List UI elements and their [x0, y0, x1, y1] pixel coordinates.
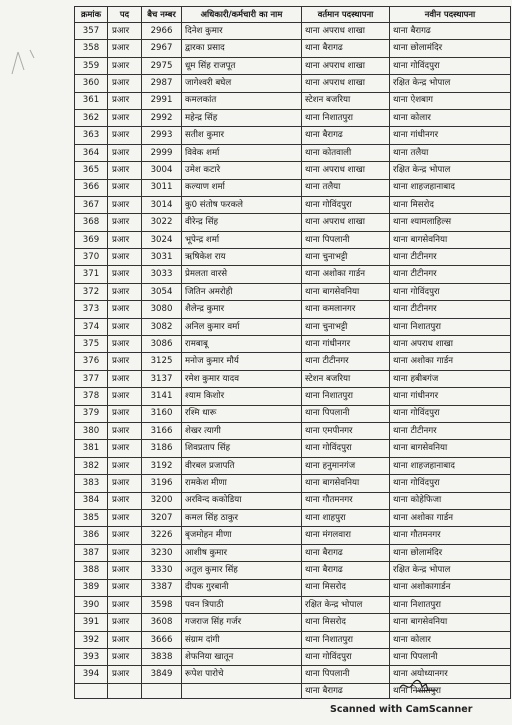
cell-new-posting: थाना शाहजहानाबाद: [390, 179, 511, 196]
cell-serial: 371: [75, 266, 108, 283]
cell-serial: 364: [75, 144, 108, 161]
cell-current-posting: थाना गोविंदपुरा: [302, 196, 390, 213]
cell-new-posting: थाना निशातपुरा: [390, 683, 511, 698]
cell-name: द्वारका प्रसाद: [182, 40, 302, 57]
cell-serial: 375: [75, 336, 108, 353]
table-row: [75, 179, 511, 196]
cell-serial: 385: [75, 509, 108, 526]
table-row: [75, 405, 511, 422]
cell-serial: 381: [75, 440, 108, 457]
cell-new-posting: थाना कोहेफिजा: [390, 492, 511, 509]
cell-current-posting: थाना चुनाभट्टी: [302, 249, 390, 266]
cell-name: शेखर त्यागी: [182, 422, 302, 439]
cell-post: प्रआर: [108, 596, 142, 613]
cell-post: [108, 683, 142, 698]
cell-current-posting: थाना बैरागढ: [302, 683, 390, 698]
cell-serial: 362: [75, 109, 108, 126]
cell-post: प्रआर: [108, 109, 142, 126]
cell-name: अनिल कुमार वर्मा: [182, 318, 302, 335]
cell-badge: 3004: [142, 162, 182, 179]
table-row: [75, 666, 511, 683]
cell-new-posting: थाना निशातपुरा: [390, 318, 511, 335]
cell-current-posting: थाना निशातपुरा: [302, 109, 390, 126]
cell-current-posting: थाना अपराध शाखा: [302, 23, 390, 40]
cell-current-posting: थाना अपराध शाखा: [302, 162, 390, 179]
cell-current-posting: थाना अपराध शाखा: [302, 214, 390, 231]
cell-name: प्रेमलता वारसे: [182, 266, 302, 283]
cell-badge: 3141: [142, 388, 182, 405]
cell-badge: 3192: [142, 457, 182, 474]
cell-post: प्रआर: [108, 92, 142, 109]
cell-serial: 382: [75, 457, 108, 474]
cell-current-posting: थाना पिपलानी: [302, 666, 390, 683]
cell-post: प्रआर: [108, 301, 142, 318]
table-row: [75, 492, 511, 509]
cell-post: प्रआर: [108, 196, 142, 213]
cell-badge: 3014: [142, 196, 182, 213]
cell-badge: 3226: [142, 527, 182, 544]
table-row: [75, 562, 511, 579]
cell-new-posting: रक्षित केन्द्र भोपाल: [390, 562, 511, 579]
cell-new-posting: थाना गांधीनगर: [390, 127, 511, 144]
cell-name: शेफनिया खातून: [182, 649, 302, 666]
cell-name: रामकेश मीणा: [182, 475, 302, 492]
header-current-posting: वर्तमान पदस्थापना: [302, 7, 390, 23]
cell-badge: 3186: [142, 440, 182, 457]
cell-current-posting: थाना पिपलानी: [302, 231, 390, 248]
cell-badge: 3031: [142, 249, 182, 266]
cell-name: दीपक गुरबानी: [182, 579, 302, 596]
cell-current-posting: थाना निशातपुरा: [302, 388, 390, 405]
cell-current-posting: थाना शाहपुरा: [302, 509, 390, 526]
cell-post: प्रआर: [108, 231, 142, 248]
cell-serial: 370: [75, 249, 108, 266]
table-row: [75, 92, 511, 109]
cell-current-posting: थाना टीटीनगर: [302, 353, 390, 370]
cell-badge: 3849: [142, 666, 182, 683]
cell-new-posting: थाना ऐशबाग: [390, 92, 511, 109]
cell-post: प्रआर: [108, 475, 142, 492]
cell-badge: 3022: [142, 214, 182, 231]
cell-badge: 3230: [142, 544, 182, 561]
cell-badge: 3054: [142, 283, 182, 300]
cell-serial: 389: [75, 579, 108, 596]
cell-post: प्रआर: [108, 614, 142, 631]
cell-name: दिनेश कुमार: [182, 23, 302, 40]
cell-badge: 3033: [142, 266, 182, 283]
cell-name: अतुल कुमार सिंह: [182, 562, 302, 579]
cell-new-posting: थाना हबीबगंज: [390, 370, 511, 387]
table-row: [75, 614, 511, 631]
cell-serial: 358: [75, 40, 108, 57]
cell-current-posting: रक्षित केन्द्र भोपाल: [302, 596, 390, 613]
table-row: [75, 579, 511, 596]
table-row: [75, 422, 511, 439]
cell-current-posting: थाना बैरागढ: [302, 127, 390, 144]
cell-new-posting: थाना कोलार: [390, 109, 511, 126]
table-row: [75, 440, 511, 457]
cell-serial: 373: [75, 301, 108, 318]
cell-post: प्रआर: [108, 370, 142, 387]
cell-current-posting: थाना मिसरोद: [302, 614, 390, 631]
table-row: [75, 249, 511, 266]
cell-post: प्रआर: [108, 75, 142, 92]
cell-post: प्रआर: [108, 492, 142, 509]
cell-serial: 363: [75, 127, 108, 144]
cell-serial: 368: [75, 214, 108, 231]
header-new-posting: नवीन पदस्थापना: [390, 7, 511, 23]
cell-badge: 3387: [142, 579, 182, 596]
cell-name: रश्मि धारू: [182, 405, 302, 422]
cell-new-posting: रक्षित केन्द्र भोपाल: [390, 162, 511, 179]
cell-serial: 386: [75, 527, 108, 544]
cell-current-posting: थाना कमलानगर: [302, 301, 390, 318]
cell-current-posting: थाना हनुमानगंज: [302, 457, 390, 474]
cell-name: जितिन अमरोही: [182, 283, 302, 300]
cell-name: भूपेन्द्र शर्मा: [182, 231, 302, 248]
table-row: [75, 57, 511, 74]
cell-name: कमलकांत: [182, 92, 302, 109]
cell-new-posting: थाना गोविंदपुरा: [390, 283, 511, 300]
cell-serial: 357: [75, 23, 108, 40]
cell-badge: 3125: [142, 353, 182, 370]
table-row: [75, 336, 511, 353]
cell-new-posting: थाना बागसेवनिया: [390, 231, 511, 248]
cell-name: अरविन्द ककोडिया: [182, 492, 302, 509]
cell-post: प्रआर: [108, 353, 142, 370]
cell-name: वीरबल प्रजापति: [182, 457, 302, 474]
table-header-row: [75, 7, 511, 23]
cell-current-posting: थाना बैरागढ: [302, 562, 390, 579]
cell-name: आशीष कुमार: [182, 544, 302, 561]
cell-badge: 3666: [142, 631, 182, 648]
cell-new-posting: थाना बैरागढ: [390, 23, 511, 40]
cell-badge: 3196: [142, 475, 182, 492]
cell-post: प्रआर: [108, 666, 142, 683]
cell-post: प्रआर: [108, 457, 142, 474]
cell-serial: 384: [75, 492, 108, 509]
cell-serial: 380: [75, 422, 108, 439]
cell-serial: 372: [75, 283, 108, 300]
cell-name: [182, 683, 302, 698]
cell-new-posting: थाना गांधीनगर: [390, 388, 511, 405]
cell-current-posting: थाना तलैया: [302, 179, 390, 196]
cell-badge: 3166: [142, 422, 182, 439]
cell-name: शैलेन्द्र कुमार: [182, 301, 302, 318]
cell-badge: 3011: [142, 179, 182, 196]
cell-current-posting: थाना बागसेवनिया: [302, 283, 390, 300]
cell-current-posting: थाना चुनाभट्टी: [302, 318, 390, 335]
cell-serial: 394: [75, 666, 108, 683]
table-row: [75, 283, 511, 300]
cell-post: प्रआर: [108, 562, 142, 579]
cell-current-posting: थाना कोतवाली: [302, 144, 390, 161]
cell-new-posting: थाना अशोकागार्डन: [390, 579, 511, 596]
table-row: [75, 318, 511, 335]
cell-post: प्रआर: [108, 249, 142, 266]
cell-post: प्रआर: [108, 57, 142, 74]
cell-new-posting: थाना बागसेवनिया: [390, 614, 511, 631]
cell-post: प्रआर: [108, 283, 142, 300]
cell-new-posting: थाना टीटीनगर: [390, 422, 511, 439]
cell-post: प्रआर: [108, 440, 142, 457]
table-body: [75, 23, 511, 699]
cell-new-posting: रक्षित केन्द्र भोपाल: [390, 75, 511, 92]
cell-badge: 3200: [142, 492, 182, 509]
cell-new-posting: थाना शाहजहानाबाद: [390, 457, 511, 474]
table-row: [75, 388, 511, 405]
cell-current-posting: थाना गांधीनगर: [302, 336, 390, 353]
cell-new-posting: थाना बागसेवनिया: [390, 440, 511, 457]
cell-badge: 2999: [142, 144, 182, 161]
cell-post: प्रआर: [108, 649, 142, 666]
cell-serial: [75, 683, 108, 698]
table-row: [75, 40, 511, 57]
cell-new-posting: थाना छोलामंदिर: [390, 544, 511, 561]
cell-current-posting: थाना बागसेवनिया: [302, 475, 390, 492]
cell-post: प्रआर: [108, 544, 142, 561]
cell-name: रमेश कुमार यादव: [182, 370, 302, 387]
posting-table: [74, 6, 511, 699]
table-row: [75, 162, 511, 179]
cell-new-posting: थाना कोलार: [390, 631, 511, 648]
cell-post: प्रआर: [108, 388, 142, 405]
cell-badge: 3330: [142, 562, 182, 579]
cell-serial: 391: [75, 614, 108, 631]
cell-serial: 390: [75, 596, 108, 613]
table-row: [75, 196, 511, 213]
cell-badge: 3024: [142, 231, 182, 248]
cell-badge: [142, 683, 182, 698]
cell-current-posting: थाना अपराध शाखा: [302, 75, 390, 92]
cell-new-posting: थाना गोविंदपुरा: [390, 405, 511, 422]
table-row: [75, 214, 511, 231]
cell-name: रूपेश पारोचे: [182, 666, 302, 683]
cell-name: शिवप्रताप सिंह: [182, 440, 302, 457]
cell-post: प्रआर: [108, 631, 142, 648]
cell-new-posting: थाना निशातपुरा: [390, 596, 511, 613]
cell-current-posting: थाना एमपीनगर: [302, 422, 390, 439]
header-name: अधिकारी/कर्मचारी का नाम: [182, 7, 302, 23]
cell-badge: 3207: [142, 509, 182, 526]
cell-badge: 2966: [142, 23, 182, 40]
cell-new-posting: थाना टीटीनगर: [390, 301, 511, 318]
cell-post: प्रआर: [108, 318, 142, 335]
cell-current-posting: थाना गोविंदपुरा: [302, 649, 390, 666]
cell-name: कमल सिंह ठाकुर: [182, 509, 302, 526]
table-row: [75, 75, 511, 92]
cell-post: प्रआर: [108, 509, 142, 526]
cell-name: कल्याण शर्मा: [182, 179, 302, 196]
table-row: [75, 631, 511, 648]
cell-current-posting: थाना गोविंदपुरा: [302, 440, 390, 457]
cell-current-posting: स्टेशन बजरिया: [302, 370, 390, 387]
cell-name: धूम सिंह राजपूत: [182, 57, 302, 74]
cell-current-posting: थाना पिपलानी: [302, 405, 390, 422]
cell-current-posting: थाना गौतमनगर: [302, 492, 390, 509]
cell-new-posting: थाना गोविंदपुरा: [390, 475, 511, 492]
cell-current-posting: थाना बैरागढ: [302, 40, 390, 57]
cell-name: बृजमोहन मीणा: [182, 527, 302, 544]
cell-name: कु0 संतोष फरकले: [182, 196, 302, 213]
table-row: [75, 301, 511, 318]
table-row: [75, 457, 511, 474]
cell-name: मनोज कुमार मौर्य: [182, 353, 302, 370]
cell-badge: 2967: [142, 40, 182, 57]
cell-badge: 2993: [142, 127, 182, 144]
cell-post: प्रआर: [108, 214, 142, 231]
cell-serial: 367: [75, 196, 108, 213]
cell-serial: 374: [75, 318, 108, 335]
cell-serial: 365: [75, 162, 108, 179]
cell-post: प्रआर: [108, 336, 142, 353]
header-serial: क्रमांक: [75, 7, 108, 23]
table-row: [75, 127, 511, 144]
cell-new-posting: थाना अयोध्यानगर: [390, 666, 511, 683]
cell-current-posting: थाना निशातपुरा: [302, 631, 390, 648]
cell-name: विवेक शर्मा: [182, 144, 302, 161]
cell-serial: 379: [75, 405, 108, 422]
cell-serial: 387: [75, 544, 108, 561]
cell-new-posting: थाना टीटीनगर: [390, 249, 511, 266]
cell-serial: 366: [75, 179, 108, 196]
cell-serial: 369: [75, 231, 108, 248]
cell-serial: 392: [75, 631, 108, 648]
cell-badge: 3080: [142, 301, 182, 318]
table-row: [75, 353, 511, 370]
cell-badge: 3082: [142, 318, 182, 335]
cell-badge: 3160: [142, 405, 182, 422]
cell-post: प्रआर: [108, 162, 142, 179]
cell-current-posting: थाना मंगलवारा: [302, 527, 390, 544]
cell-current-posting: स्टेशन बजरिया: [302, 92, 390, 109]
table-row: [75, 109, 511, 126]
table-row: [75, 23, 511, 40]
table-row: [75, 266, 511, 283]
cell-name: जागेश्वरी बघेल: [182, 75, 302, 92]
cell-badge: 3838: [142, 649, 182, 666]
cell-name: उमेश कटारे: [182, 162, 302, 179]
cell-name: रामबाबू: [182, 336, 302, 353]
cell-name: श्याम किशोर: [182, 388, 302, 405]
cell-badge: 3137: [142, 370, 182, 387]
cell-new-posting: थाना टीटीनगर: [390, 266, 511, 283]
table-row: [75, 649, 511, 666]
cell-post: प्रआर: [108, 144, 142, 161]
cell-name: संग्राम दांगी: [182, 631, 302, 648]
cell-post: प्रआर: [108, 527, 142, 544]
cell-current-posting: थाना बैरागढ: [302, 544, 390, 561]
cell-new-posting: थाना अशोका गार्डन: [390, 509, 511, 526]
cell-post: प्रआर: [108, 266, 142, 283]
cell-post: प्रआर: [108, 23, 142, 40]
table-row: [75, 509, 511, 526]
cell-post: प्रआर: [108, 405, 142, 422]
cell-name: पवन त्रिपाठी: [182, 596, 302, 613]
cell-current-posting: थाना अपराध शाखा: [302, 57, 390, 74]
table-row: [75, 475, 511, 492]
cell-name: महेन्द्र सिंह: [182, 109, 302, 126]
signature-icon: [398, 676, 438, 694]
margin-mark-icon: [4, 44, 44, 84]
cell-post: प्रआर: [108, 579, 142, 596]
cell-badge: 3086: [142, 336, 182, 353]
cell-badge: 2975: [142, 57, 182, 74]
cell-new-posting: थाना छोलामंदिर: [390, 40, 511, 57]
cell-current-posting: थाना मिसरोद: [302, 579, 390, 596]
cell-badge: 3598: [142, 596, 182, 613]
cell-badge: 2991: [142, 92, 182, 109]
cell-new-posting: थाना पिपलानी: [390, 649, 511, 666]
cell-post: प्रआर: [108, 127, 142, 144]
cell-serial: 359: [75, 57, 108, 74]
camscanner-watermark: Scanned with CamScanner: [330, 704, 473, 715]
cell-name: ऋषिकेश राय: [182, 249, 302, 266]
cell-serial: 393: [75, 649, 108, 666]
cell-serial: 383: [75, 475, 108, 492]
cell-serial: 360: [75, 75, 108, 92]
cell-post: प्रआर: [108, 422, 142, 439]
cell-new-posting: थाना गौतमनगर: [390, 527, 511, 544]
cell-new-posting: थाना तलैया: [390, 144, 511, 161]
cell-name: वीरेन्द्र सिंह: [182, 214, 302, 231]
cell-new-posting: थाना अपराध शाखा: [390, 336, 511, 353]
cell-new-posting: थाना गोविंदपुरा: [390, 57, 511, 74]
cell-badge: 2992: [142, 109, 182, 126]
table-row: [75, 527, 511, 544]
cell-new-posting: थाना अशोका गार्डन: [390, 353, 511, 370]
cell-new-posting: थाना मिसरोद: [390, 196, 511, 213]
cell-new-posting: थाना श्यामलाहिल्स: [390, 214, 511, 231]
cell-post: प्रआर: [108, 179, 142, 196]
cell-badge: 2987: [142, 75, 182, 92]
cell-badge: 3608: [142, 614, 182, 631]
table-row: [75, 370, 511, 387]
cell-serial: 376: [75, 353, 108, 370]
cell-post: प्रआर: [108, 40, 142, 57]
header-badge: बैच नम्बर: [142, 7, 182, 23]
cell-serial: 361: [75, 92, 108, 109]
table-row: [75, 683, 511, 698]
table-row: [75, 544, 511, 561]
table-row: [75, 231, 511, 248]
cell-serial: 377: [75, 370, 108, 387]
cell-name: सतीश कुमार: [182, 127, 302, 144]
cell-serial: 378: [75, 388, 108, 405]
cell-name: गजराज सिंह गर्जर: [182, 614, 302, 631]
cell-current-posting: थाना अशोका गार्डन: [302, 266, 390, 283]
cell-serial: 388: [75, 562, 108, 579]
header-post: पद: [108, 7, 142, 23]
table-row: [75, 144, 511, 161]
table-row: [75, 596, 511, 613]
